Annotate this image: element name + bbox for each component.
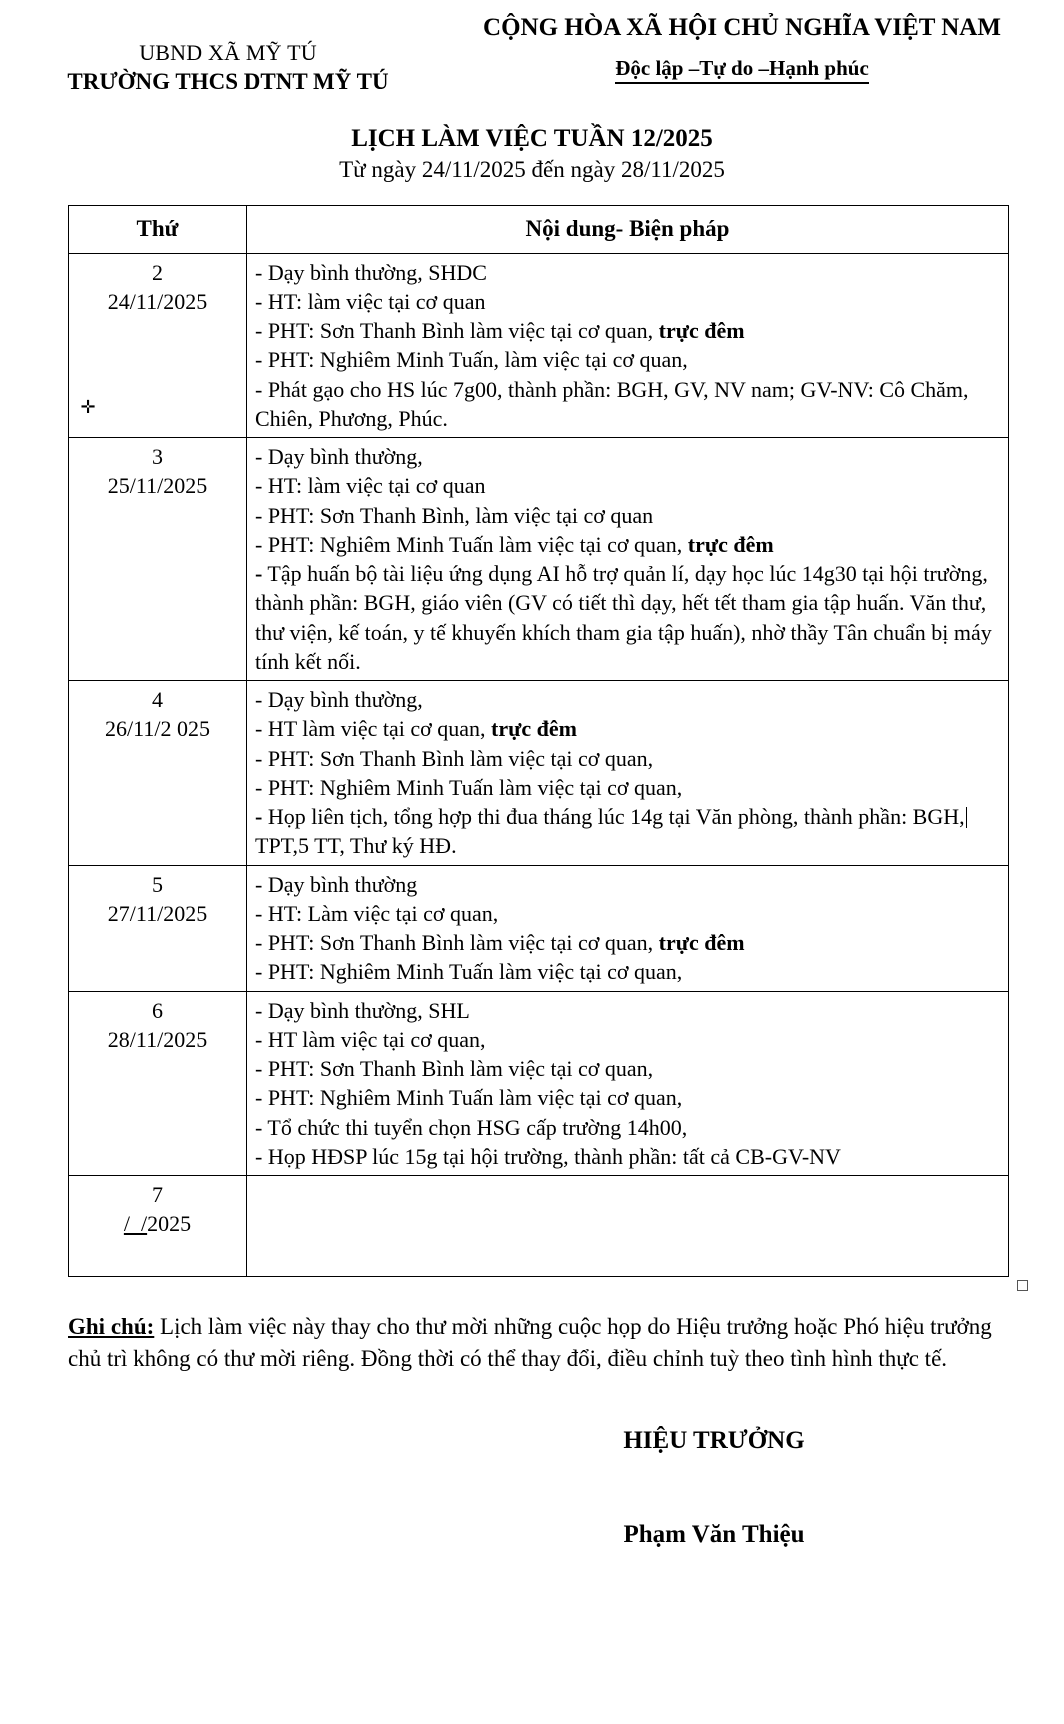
- org-school: TRƯỜNG THCS DTNT MỸ TÚ: [67, 69, 389, 94]
- content-line: - PHT: Sơn Thanh Bình làm việc tại cơ quan, trực đêm: [255, 930, 745, 956]
- day-date: 26/11/2 025: [105, 716, 210, 742]
- day-number: 5: [152, 871, 163, 897]
- content-line: - HT làm việc tại cơ quan,: [255, 1026, 486, 1052]
- day-cell: [69, 865, 247, 991]
- national-heading: [438, 10, 1046, 84]
- content-line: - Dạy bình thường: [255, 871, 418, 897]
- document-header: [0, 0, 1064, 95]
- day-number: 3: [152, 444, 163, 470]
- page-subtitle: Từ ngày 24/11/2025 đến ngày 28/11/2025: [339, 157, 725, 182]
- content-line: - Dạy bình thường, SHL: [255, 997, 470, 1023]
- content-line: - Họp HĐSP lúc 15g tại hội trường, thành phần: tất cả CB-GV-NV: [255, 1143, 841, 1169]
- schedule-table: [68, 205, 1009, 1277]
- content-cell: [247, 253, 1009, 438]
- national-motto: Độc lập –Tự do –Hạnh phúc: [615, 56, 869, 84]
- content-line: - Họp liên tịch, tổng hợp thi đua tháng lúc 14g tại Văn phòng, thành phần: BGH,TPT,5 TT, Thư ký HĐ.: [255, 804, 965, 859]
- content-line: - PHT: Sơn Thanh Bình, làm việc tại cơ quan: [255, 502, 654, 528]
- content-line: - PHT: Nghiêm Minh Tuấn, làm việc tại cơ quan,: [255, 347, 688, 373]
- content-line: - Tập huấn bộ tài liệu ứng dụng AI hỗ trợ quản lí, dạy học lúc 14g30 tại hội trường, thành phần: BGH, giáo viên (GV có tiết thì dạy, hết tết tham gia tập huấn. Văn thư, thư viện, kế toán, y tế khuyến khích tham gia tập huấn), nhờ thầy Tân chuẩn bị máy tính kết nối.: [255, 561, 992, 674]
- day-number: 2: [152, 259, 163, 285]
- content-line: - Dạy bình thường,: [255, 444, 423, 470]
- content-line: - Dạy bình thường,: [255, 687, 423, 713]
- document-title-block: [0, 125, 1064, 183]
- day-date: 25/11/2025: [107, 473, 208, 499]
- schedule-table-wrap: [68, 205, 1042, 1277]
- national-title: CỘNG HÒA XÃ HỘI CHỦ NGHĨA VIỆT NAM: [483, 14, 1001, 41]
- content-line: - PHT: Nghiêm Minh Tuấn làm việc tại cơ quan,: [255, 774, 683, 800]
- note-label: Ghi chú:: [68, 1314, 155, 1340]
- org-authority: UBND XÃ MỸ TÚ: [139, 40, 317, 65]
- day-cell: [69, 991, 247, 1176]
- content-line: - PHT: Sơn Thanh Bình làm việc tại cơ quan, trực đêm: [255, 318, 745, 344]
- signature-title: HIỆU TRƯỞNG: [623, 1426, 805, 1454]
- content-line: - Dạy bình thường, SHDC: [255, 259, 487, 285]
- content-line: - PHT: Sơn Thanh Bình làm việc tại cơ quan,: [255, 745, 654, 771]
- content-line: - Phát gạo cho HS lúc 7g00, thành phần: BGH, GV, NV nam; GV-NV: Cô Chăm, Chiên, Phương, Phúc.: [255, 376, 969, 431]
- signature-block: [0, 1427, 1064, 1549]
- day-date: 28/11/2025: [107, 1026, 208, 1052]
- table-move-handle-icon[interactable]: ✛: [80, 397, 96, 417]
- content-cell: [247, 681, 1009, 866]
- content-cell: [247, 991, 1009, 1176]
- day-number: 7: [152, 1182, 163, 1208]
- day-date: 24/11/2025: [107, 288, 208, 314]
- table-row: [69, 865, 1009, 991]
- content-line: - HT làm việc tại cơ quan, trực đêm: [255, 716, 577, 742]
- page-title: LỊCH LÀM VIỆC TUẦN 12/2025: [351, 125, 713, 152]
- table-row: [69, 253, 1009, 438]
- table-row: [69, 438, 1009, 681]
- content-line: - HT: làm việc tại cơ quan: [255, 288, 486, 314]
- content-line: - PHT: Nghiêm Minh Tuấn làm việc tại cơ quan,: [255, 1085, 683, 1111]
- table-row: [69, 681, 1009, 866]
- day-number: 4: [152, 687, 163, 713]
- note-text: Lịch làm việc này thay cho thư mời những cuộc họp do Hiệu trưởng hoặc Phó hiệu trưởng chủ trì không có thư mời riêng. Đồng thời có thể thay đổi, điều chỉnh tuỳ theo tình hình thực tế.: [68, 1314, 992, 1371]
- signature-name: Phạm Văn Thiệu: [623, 1520, 805, 1548]
- content-cell: [247, 1176, 1009, 1277]
- content-line: - HT: Làm việc tại cơ quan,: [255, 900, 499, 926]
- content-line: - PHT: Nghiêm Minh Tuấn làm việc tại cơ quan,: [255, 959, 683, 985]
- content-line: - Tổ chức thi tuyển chọn HSG cấp trường 14h00,: [255, 1114, 688, 1140]
- column-header-day: Thứ: [69, 206, 247, 254]
- day-cell: [69, 1176, 247, 1277]
- table-header-row: [69, 206, 1009, 254]
- content-line: - PHT: Nghiêm Minh Tuấn làm việc tại cơ quan, trực đêm: [255, 531, 774, 557]
- table-row: [69, 991, 1009, 1176]
- day-cell: [69, 438, 247, 681]
- column-header-content: Nội dung- Biện pháp: [247, 206, 1009, 254]
- day-cell: [69, 681, 247, 866]
- org-block: [18, 10, 438, 95]
- table-row: [69, 1176, 1009, 1277]
- note-block: [68, 1311, 1008, 1374]
- content-cell: [247, 865, 1009, 991]
- content-line: - HT: làm việc tại cơ quan: [255, 473, 486, 499]
- day-date: / /2025: [123, 1211, 192, 1237]
- day-number: 6: [152, 997, 163, 1023]
- content-line: - PHT: Sơn Thanh Bình làm việc tại cơ quan,: [255, 1056, 654, 1082]
- content-cell: [247, 438, 1009, 681]
- day-date: 27/11/2025: [107, 900, 208, 926]
- table-resize-handle[interactable]: [1017, 1280, 1028, 1291]
